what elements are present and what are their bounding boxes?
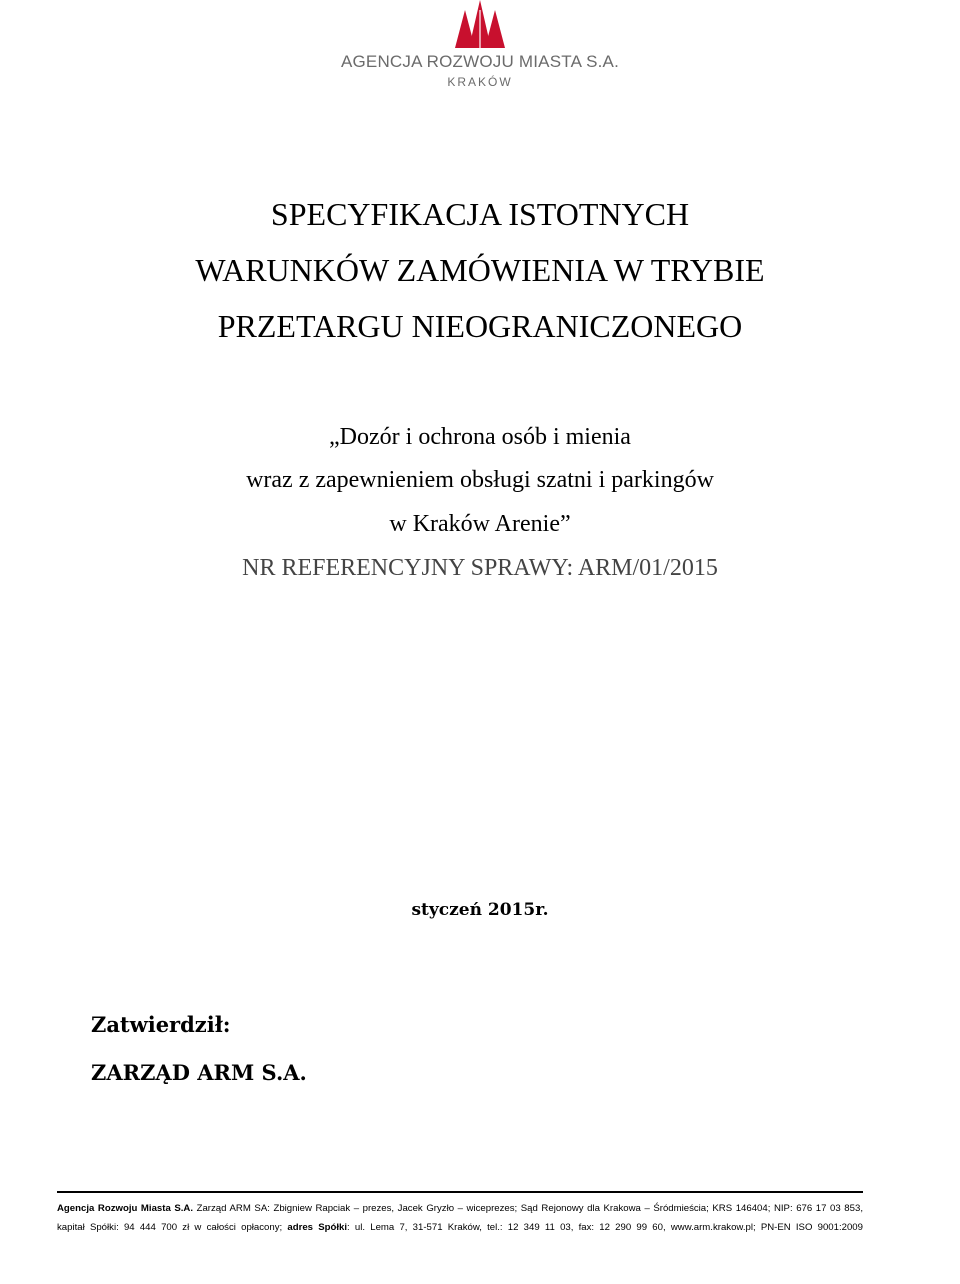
footer-line-2-start: kapitał Spółki: 94 444 700 zł w całości opłacony; bbox=[57, 1222, 288, 1233]
logo-city-name: KRAKÓW bbox=[447, 75, 513, 89]
reference-number: NR REFERENCYJNY SPRAWY: ARM/01/2015 bbox=[242, 555, 718, 581]
footer-address-label: adres Spółki bbox=[287, 1222, 348, 1233]
logo-spires-icon bbox=[455, 0, 505, 48]
document-date: styczeń 2015r. bbox=[411, 900, 549, 920]
logo-company-name: AGENCJA ROZWOJU MIASTA S.A. bbox=[340, 52, 620, 71]
document-title-line-3: PRZETARGU NIEOGRANICZONEGO bbox=[217, 308, 743, 344]
footer-company-name: Agencja Rozwoju Miasta S.A. bbox=[57, 1203, 194, 1214]
footer-line-2 bbox=[57, 1221, 863, 1235]
subject-line-1: „Dozór i ochrona osób i mienia bbox=[329, 424, 631, 450]
approval-label: Zatwierdził: bbox=[91, 1012, 231, 1037]
footer-line-1-text: Zarząd ARM SA: Zbigniew Rapciak – prezes, Jacek Gryzło – wiceprezes; Sąd Rejonowy dla Krakowa – Śródmieścia; KRS 146404; NIP: 676 17 03 853, bbox=[193, 1203, 863, 1214]
document-title-line-1: SPECYFIKACJA ISTOTNYCH bbox=[270, 196, 690, 232]
company-logo bbox=[330, 0, 630, 100]
document-title-line-2: WARUNKÓW ZAMÓWIENIA W TRYBIE bbox=[195, 252, 765, 288]
subject-line-3: w Kraków Arenie” bbox=[389, 511, 571, 537]
approval-board: ZARZĄD ARM S.A. bbox=[91, 1060, 307, 1085]
subject-line-2: wraz z zapewnieniem obsługi szatni i parkingów bbox=[246, 467, 714, 493]
footer-line-2-text: : ul. Lema 7, 31-571 Kraków, tel.: 12 349 11 03, fax: 12 290 99 60, www.arm.krakow.pl; PN-EN ISO 9001:2009 bbox=[347, 1222, 863, 1233]
footer-line-1 bbox=[57, 1202, 863, 1216]
footer-divider bbox=[57, 1191, 863, 1193]
